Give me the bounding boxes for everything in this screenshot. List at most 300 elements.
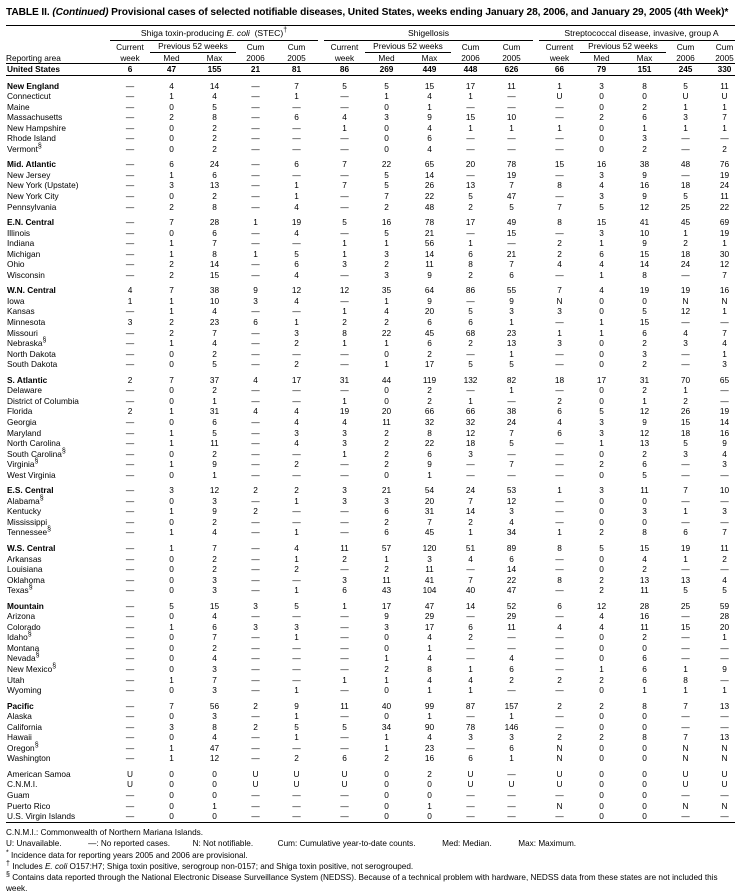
row-value: —	[125, 112, 135, 123]
row-value: 7	[169, 217, 174, 228]
row-value: 17	[465, 217, 476, 228]
row-value: 78	[424, 217, 435, 228]
table-row	[6, 91, 735, 102]
table-row	[6, 159, 735, 170]
row-value: 21	[381, 485, 392, 496]
row-value: —	[125, 248, 135, 259]
row-value: 14	[465, 506, 476, 517]
row-area-label: Alaska	[7, 711, 32, 722]
row-value: 0	[642, 642, 647, 653]
row-value: 1	[384, 653, 389, 664]
row-value: 1	[384, 238, 389, 249]
row-value: 4	[342, 112, 347, 123]
row-value: 31	[339, 374, 350, 385]
abbr-max: Max: Maximum.	[518, 839, 577, 849]
row-value: 2	[468, 201, 473, 212]
row-value: 8	[212, 112, 217, 123]
row-value: 1	[427, 469, 432, 480]
row-value: 13	[639, 574, 650, 585]
row-value: 1	[384, 295, 389, 306]
row-area-label: Rhode Island	[7, 133, 56, 144]
row-value: —	[340, 459, 349, 470]
table-row	[6, 543, 735, 554]
row-value: —	[340, 385, 349, 396]
col-med-2: Med	[365, 52, 408, 64]
row-area-label: South Carolina§	[7, 447, 66, 459]
row-value: 0	[599, 742, 604, 753]
row-value: 10	[639, 227, 650, 238]
row-value: 18	[680, 248, 691, 259]
row-value: 2	[294, 564, 299, 575]
row-value: 68	[465, 327, 476, 338]
row-value: 13	[719, 732, 730, 743]
row-value: —	[340, 143, 349, 154]
row-value: 6	[509, 553, 514, 564]
row-value: 0	[384, 800, 389, 811]
row-value: 0	[169, 416, 174, 427]
row-value: —	[720, 711, 729, 722]
reporting-area-header: Reporting area	[6, 52, 110, 64]
row-value: 1	[342, 448, 347, 459]
row-footnote-marker: §	[42, 337, 47, 345]
row-value: —	[681, 359, 690, 370]
row-value: —	[340, 527, 349, 538]
table-row	[6, 622, 735, 633]
row-value: 0	[169, 469, 174, 480]
row-value: —	[125, 642, 135, 653]
row-value: —	[720, 133, 729, 144]
row-value: 0	[169, 768, 174, 779]
row-value: 5	[342, 217, 347, 228]
row-value: 1	[169, 427, 174, 438]
row-value: —	[466, 611, 475, 622]
row-value: 1	[427, 685, 432, 696]
row-value: 40	[465, 585, 476, 596]
row-value: 2	[169, 112, 174, 123]
row-area-label: Kentucky	[7, 506, 42, 517]
row-value: 7	[683, 732, 688, 743]
row-value: —	[251, 133, 260, 144]
table-row	[6, 270, 735, 281]
table-row	[6, 585, 735, 596]
row-footnote-marker: §	[47, 526, 52, 534]
row-footnote-marker: §	[34, 742, 39, 750]
row-value: 0	[642, 800, 647, 811]
col-week-1: week	[110, 52, 150, 64]
row-value: 3	[384, 248, 389, 259]
row-value: 2	[253, 700, 258, 711]
row-value: 0	[599, 642, 604, 653]
row-value: —	[125, 217, 135, 228]
table-row	[6, 664, 735, 675]
table-row	[6, 112, 735, 123]
row-value: 6	[509, 663, 514, 674]
row-value: 2	[169, 201, 174, 212]
row-value: 4	[722, 448, 727, 459]
row-value: —	[125, 516, 135, 527]
row-value: 14	[209, 259, 220, 270]
row-value: 11	[340, 542, 349, 553]
row-value: 2	[342, 317, 347, 328]
row-value: 2	[599, 574, 604, 585]
row-value: 3	[722, 459, 727, 470]
notifiable-diseases-table	[6, 25, 735, 825]
row-value: 6	[427, 448, 432, 459]
row-value: 0	[212, 768, 217, 779]
row-value: —	[340, 663, 349, 674]
row-value: 15	[596, 217, 607, 228]
row-value: —	[125, 80, 135, 91]
row-value: 0	[169, 732, 174, 743]
row-value: 2	[722, 143, 727, 154]
prev52-header-3: Previous 52 weeks	[580, 40, 666, 52]
row-value: 5	[384, 80, 389, 91]
table-row	[6, 259, 735, 270]
row-value: 2	[384, 564, 389, 575]
row-area-label: New York (Upstate)	[7, 180, 79, 191]
row-value: 1	[294, 553, 299, 564]
row-value: —	[125, 632, 135, 643]
row-value: —	[125, 238, 135, 249]
row-value: —	[251, 653, 260, 664]
row-area-label: C.N.M.I.	[7, 779, 38, 790]
row-value: N	[556, 800, 563, 811]
row-value: —	[251, 495, 260, 506]
row-value: U	[508, 779, 515, 790]
row-area-label: Nevada§	[7, 652, 40, 664]
row-value: —	[125, 438, 135, 449]
row-area-label: New Jersey	[7, 169, 51, 180]
row-value: 9	[509, 295, 514, 306]
row-value: 3	[212, 663, 217, 674]
table-row	[6, 81, 735, 92]
row-value: 7	[722, 527, 727, 538]
row-value: 1	[169, 459, 174, 470]
row-value: 4	[294, 295, 299, 306]
row-value: —	[125, 201, 135, 212]
note-dagger-italic: E. coli	[44, 861, 68, 871]
table-row	[6, 375, 735, 386]
row-value: 1	[509, 317, 514, 328]
row-value: 45	[680, 217, 691, 228]
row-value: 2	[212, 191, 217, 202]
row-value: —	[251, 159, 260, 170]
row-value: 6	[642, 327, 647, 338]
col-cum2006-top-3: Cum	[676, 41, 695, 52]
row-value: 3	[599, 80, 604, 91]
row-value: 4	[427, 653, 432, 664]
col-max-3: Max	[623, 52, 666, 64]
table-row	[6, 428, 735, 439]
row-value: —	[340, 642, 349, 653]
row-value: 57	[381, 542, 392, 553]
row-value: 9	[294, 700, 299, 711]
row-value: —	[466, 469, 475, 480]
row-value: 15	[680, 416, 691, 427]
row-value: 7	[169, 285, 174, 296]
row-value: —	[720, 385, 729, 396]
row-value: 0	[384, 779, 389, 790]
row-value: 146	[504, 721, 519, 732]
row-value: 34	[506, 527, 517, 538]
row-value: 12	[639, 427, 650, 438]
row-value: —	[555, 506, 564, 517]
row-value: 12	[506, 495, 517, 506]
row-area-label: Vermont§	[7, 143, 42, 154]
row-value: 51	[465, 542, 476, 553]
row-value: 2	[212, 348, 217, 359]
row-value: —	[125, 574, 135, 585]
row-value: —	[681, 790, 690, 800]
row-value: 0	[212, 790, 217, 800]
row-value: U	[341, 779, 348, 790]
note-star-text: Incidence data for reporting years 2005 and 2006 are provisional.	[11, 850, 248, 860]
table-row	[6, 133, 735, 144]
row-value: 8	[557, 217, 562, 228]
row-value: 1	[169, 542, 174, 553]
row-value: —	[292, 395, 301, 406]
row-value: 11	[507, 80, 516, 91]
table-row	[6, 790, 735, 801]
row-value: —	[125, 600, 135, 611]
row-value: 5	[509, 201, 514, 212]
row-value: 19	[639, 285, 650, 296]
row-value: —	[720, 811, 729, 822]
table-row	[6, 417, 735, 428]
row-value: 8	[342, 327, 347, 338]
row-value: 155	[193, 64, 236, 76]
row-value: 9	[212, 506, 217, 517]
row-value: —	[125, 159, 135, 170]
row-value: 22	[381, 327, 392, 338]
row-value: —	[681, 459, 690, 470]
col-cum2005-top-1: Cum	[287, 41, 306, 52]
row-footnote-marker: §	[37, 143, 42, 151]
row-value: 0	[169, 385, 174, 396]
row-value: 5	[212, 427, 217, 438]
row-value: 0	[169, 553, 174, 564]
row-value: 66	[465, 406, 476, 417]
table-row	[6, 406, 735, 417]
row-value: 2	[294, 485, 299, 496]
row-value: 4	[599, 611, 604, 622]
row-value: 54	[424, 485, 435, 496]
row-value: —	[125, 385, 135, 396]
row-value: 2	[599, 700, 604, 711]
row-value: 1	[599, 317, 604, 328]
row-value: —	[555, 459, 564, 470]
row-value: 15	[639, 317, 650, 328]
row-value: 21	[236, 64, 275, 76]
row-value: 2	[599, 527, 604, 538]
row-value: —	[507, 811, 516, 822]
row-value: 0	[427, 790, 432, 800]
row-value: 2	[212, 143, 217, 154]
row-value: 1	[294, 632, 299, 643]
table-row	[6, 359, 735, 370]
row-value: —	[340, 269, 349, 280]
row-value: 4	[599, 259, 604, 270]
row-value: 15	[639, 542, 650, 553]
row-value: 1	[557, 327, 562, 338]
row-value: 0	[384, 642, 389, 653]
row-value: —	[251, 416, 260, 427]
row-value: 5	[342, 721, 347, 732]
row-value: 0	[599, 506, 604, 517]
row-area-label: Indiana	[7, 238, 35, 249]
row-value: 32	[465, 416, 476, 427]
row-value: 28	[719, 611, 730, 622]
row-value: 3	[342, 574, 347, 585]
row-value: 0	[642, 811, 647, 822]
row-value: 2	[384, 438, 389, 449]
row-value: 3	[683, 448, 688, 459]
row-value: 6	[384, 506, 389, 517]
note-section-text: Contains data reported through the National Electronic Disease Surveillance System (NEDSS). Because of a technical problem with hardware, NEDSS data from these states are not included this week.	[6, 872, 718, 894]
row-value: 82	[506, 374, 517, 385]
row-value: —	[251, 527, 260, 538]
row-value: 1	[509, 348, 514, 359]
row-value: 1	[468, 91, 473, 102]
row-value: 1	[683, 101, 688, 112]
row-value: —	[507, 768, 516, 779]
table-row	[6, 496, 735, 507]
table-row	[6, 527, 735, 538]
col-max-1: Max	[193, 52, 236, 64]
row-value: U	[127, 768, 133, 779]
row-value: 2	[384, 448, 389, 459]
row-value: 2	[384, 259, 389, 270]
note-abbreviations	[6, 838, 729, 849]
row-value: 1	[468, 238, 473, 249]
table-row	[6, 285, 735, 296]
row-value: 6	[509, 269, 514, 280]
row-area-label: Alabama§	[7, 495, 44, 506]
row-value: 23	[424, 742, 435, 753]
row-value: 3	[342, 427, 347, 438]
row-value: 44	[381, 374, 392, 385]
row-value: 0	[642, 768, 647, 779]
row-value: 3	[509, 506, 514, 517]
row-value: —	[251, 327, 260, 338]
row-value: —	[555, 317, 564, 328]
row-value: 330	[705, 64, 735, 76]
row-value: —	[251, 269, 260, 280]
row-value: 16	[424, 753, 435, 764]
row-value: —	[292, 169, 301, 180]
row-value: 0	[599, 768, 604, 779]
row-value: 1	[169, 248, 174, 259]
row-area-label: Wisconsin	[7, 269, 45, 280]
row-value: 151	[623, 64, 666, 76]
row-value: 1	[384, 732, 389, 743]
row-value: 6	[253, 317, 258, 328]
row-area-label: Oklahoma	[7, 574, 45, 585]
row-value: 2	[169, 259, 174, 270]
row-value: —	[340, 790, 349, 800]
row-value: —	[292, 790, 301, 800]
row-value: —	[125, 338, 135, 349]
row-value: 7	[509, 427, 514, 438]
row-value: 1	[557, 527, 562, 538]
row-value: 5	[642, 469, 647, 480]
row-value: 2	[642, 385, 647, 396]
row-value: 6	[294, 259, 299, 270]
row-value: 19	[339, 406, 350, 417]
row-value: 11	[210, 438, 219, 449]
row-value: 1	[212, 395, 217, 406]
row-value: 8	[212, 721, 217, 732]
row-value: 12	[639, 406, 650, 417]
row-value: —	[251, 80, 260, 91]
row-value: —	[251, 359, 260, 370]
row-value: 4	[384, 306, 389, 317]
row-value: —	[125, 790, 135, 800]
row-value: 3	[169, 485, 174, 496]
row-value: 20	[424, 306, 435, 317]
row-value: —	[466, 711, 475, 722]
row-value: 6	[427, 317, 432, 328]
row-area-label: Kansas	[7, 306, 35, 317]
row-value: 4	[212, 611, 217, 622]
row-value: 0	[169, 642, 174, 653]
row-area-label: Maine	[7, 101, 30, 112]
row-value: 157	[504, 700, 519, 711]
subgroup-header-row	[6, 40, 735, 52]
row-value: —	[125, 459, 135, 470]
row-value: 22	[719, 201, 730, 212]
row-value: 4	[557, 416, 562, 427]
row-value: 48	[424, 201, 435, 212]
row-value: 29	[424, 611, 435, 622]
row-value: 2	[212, 385, 217, 396]
row-value: —	[555, 112, 564, 123]
row-value: —	[555, 711, 564, 722]
row-value: 2	[557, 732, 562, 743]
row-footnote-marker: §	[39, 495, 44, 503]
row-value: —	[466, 295, 475, 306]
row-value: —	[681, 269, 690, 280]
row-value: 0	[384, 711, 389, 722]
row-value: —	[681, 653, 690, 664]
row-area-label: American Samoa	[7, 768, 71, 779]
row-value: 14	[719, 416, 730, 427]
row-value: 4	[127, 285, 133, 296]
row-value: 2	[599, 459, 604, 470]
row-value: —	[720, 674, 729, 685]
row-value: U	[721, 91, 728, 102]
row-value: 1	[722, 306, 727, 317]
row-value: 0	[384, 790, 389, 800]
row-value: 449	[408, 64, 451, 76]
row-value: N	[682, 800, 689, 811]
row-value: 13	[465, 180, 476, 191]
table-row	[6, 753, 735, 764]
row-value: 0	[169, 790, 174, 800]
row-value: 0	[212, 811, 217, 822]
row-area-label: Louisiana	[7, 564, 43, 575]
row-area-label: Montana	[7, 642, 40, 653]
row-value: —	[555, 642, 564, 653]
row-value: —	[340, 811, 349, 822]
row-value: 7	[342, 159, 347, 170]
row-value: 29	[506, 611, 517, 622]
row-value: 1	[169, 753, 174, 764]
row-value: 70	[680, 374, 691, 385]
row-value: 0	[384, 685, 389, 696]
col-max-2: Max	[408, 52, 451, 64]
row-value: —	[555, 516, 564, 527]
